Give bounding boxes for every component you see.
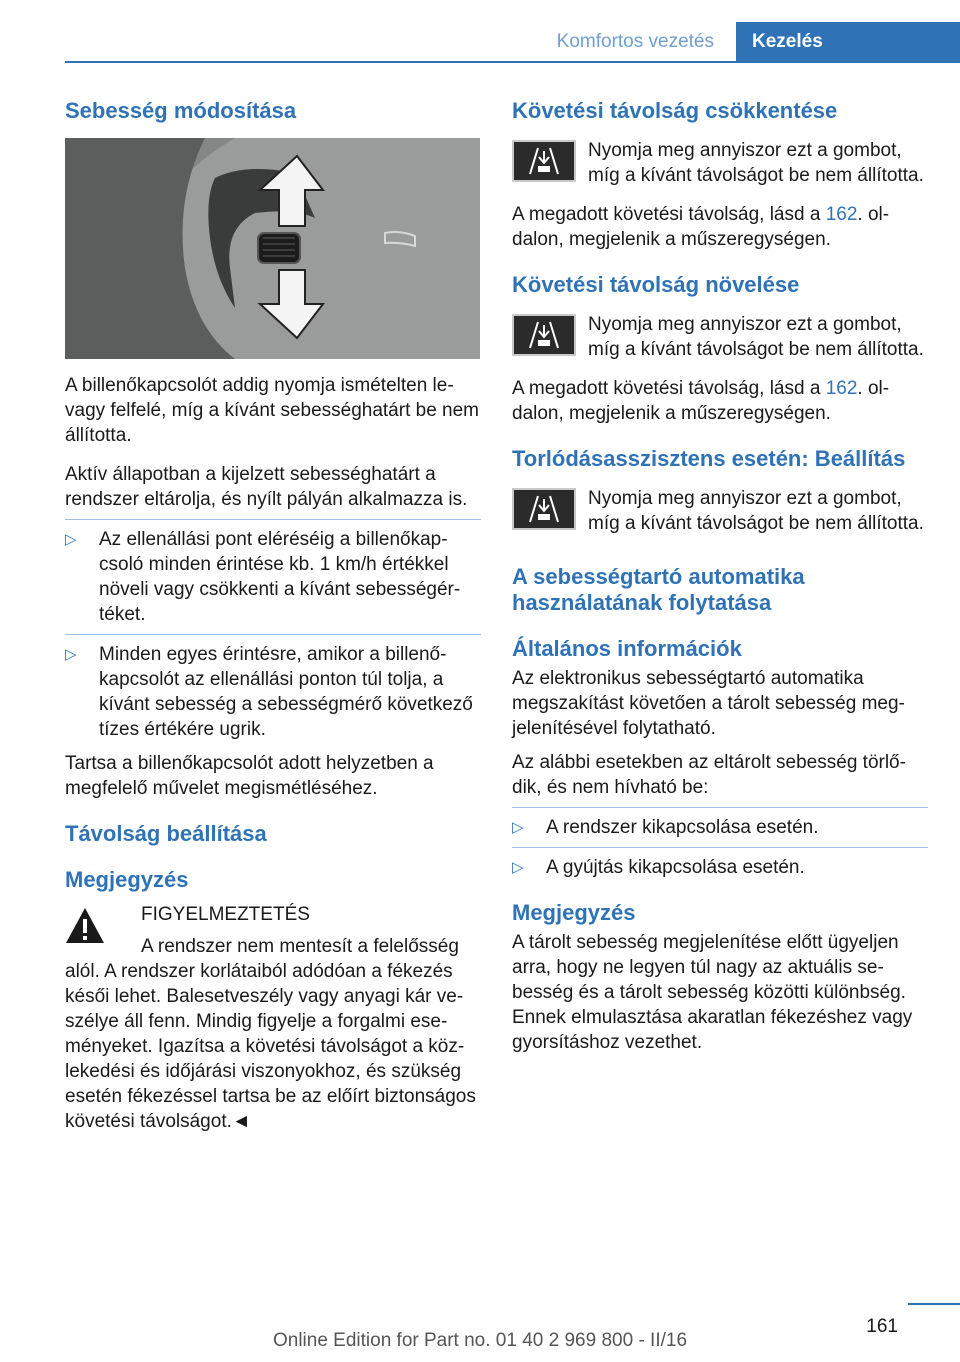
heading-traffic-jam-assistant: Torlódásasszisztens esetén: Beállítás [512,446,906,471]
triangle-bullet-icon: ▷ [512,859,524,876]
page-number: 161 [866,1316,898,1337]
jam-block [512,486,928,536]
page-link[interactable]: 162 [825,204,858,225]
footer-rule [908,1303,960,1305]
heading-note: Megjegyzés [65,867,189,892]
warning-triangle-icon [65,906,105,946]
increase-text: Nyomja meg annyiszor ezt a gombot, míg a kívánt távolságot be nem állította. [588,314,924,360]
list-item: ▷ A gyújtás kikapcsolása esetén. [512,857,805,878]
left-column [65,98,481,1134]
heading-increase-distance: Követési távolság növelése [512,272,800,297]
right-column [512,98,928,1055]
warning-title: FIGYELMEZTETÉS [141,904,310,925]
speed-paragraph-1: A billenőkapcsolót addig nyomja ismételten le- vagy felfelé, míg a kívánt sebességhatárt be nem állította. [65,375,480,446]
decrease-block [512,138,928,188]
general-paragraph-2: Az alábbi esetekben az eltárolt sebesség törlődik, és nem hívható be: [512,752,906,798]
heading-note-right: Megjegyzés [512,900,636,925]
list-item: ▷ Minden egyes érintésre, amikor a billenőkapcsolót az ellenállási ponton túl tolja, a kívánt sebesség a sebességmérő következő tízes értékére ugrik. [65,644,473,740]
heading-distance-setting: Távolság beállítása [65,821,267,846]
triangle-bullet-icon: ▷ [65,531,77,548]
bullet-separator [512,847,928,848]
note-text: A tárolt sebesség megjelenítése előtt ügyeljen arra, hogy ne legyen túl nagy az aktuális sebesség és a tárolt sebesség közötti különbség. Ennek elmulasztása akaratlan fékezéshez vagy gyorsításhoz vezethet. [512,932,913,1053]
increase-block [512,312,928,362]
speed-paragraph-2: Aktív állapotban a kijelzett sebességhatárt a rendszer eltárolja, és nyílt pályán alkalmazza is. [65,464,468,510]
steering-wheel-rocker-photo [65,138,480,359]
speed-paragraph-3: Tartsa a billenőkapcsolót adott helyzetben a megfelelő művelet megismétléséhez. [65,753,434,799]
page-link[interactable]: 162 [825,378,858,399]
triangle-bullet-icon: ▷ [512,819,524,836]
jam-text: Nyomja meg annyiszor ezt a gombot, míg a kívánt távolságot be nem állította. [588,488,924,534]
edition-footer: Online Edition for Part no. 01 40 2 969 800 - II/16 [272,1330,688,1351]
bullet-separator [65,519,481,520]
header-rule [65,61,960,63]
list-item: ▷ A rendszer kikapcsolása esetén. [512,817,819,838]
bullet-separator [512,807,928,808]
header-section-tab: Komfortos vezetés [556,30,714,52]
warning-text: A rendszer nem mentesít a felelősség alól. A rendszer korlátaiból adódóan a fékezés késői lehet. Balesetveszély vagy anyagi kár veszélye áll fenn. Mindig figyelje a forgalmi eseményeket. Igazítsa a követési távolságot a közlekedési és időjárási viszonyokhoz, és szükség esetén fékezéssel tartsa be az előírt biztonságos követési távolságot.◄ [65,936,476,1132]
triangle-bullet-icon: ▷ [65,646,77,663]
warning-block [65,902,481,1134]
heading-general-info: Általános információk [512,636,742,661]
heading-decrease-distance: Követési távolság csökkentése [512,98,838,123]
decrease-info: A megadott követési távolság, lásd a 162. oldalon, megjelenik a műszeregységen. [512,204,890,250]
header-chapter-tab: Kezelés [736,22,960,61]
general-paragraph-1: Az elektronikus sebességtartó automatika megszakítást követően a tárolt sebesség megjelenítésével folytatható. [512,668,905,739]
list-item: ▷ Az ellenállási pont eléréséig a billenőkapcsoló minden érintése kb. 1 km/h értékkel növeli vagy csökkenti a kívánt sebességértéket. [65,529,461,625]
decrease-text: Nyomja meg annyiszor ezt a gombot, míg a kívánt távolságot be nem állította. [588,140,924,186]
distance-button-icon [512,140,576,182]
distance-button-icon [512,314,576,356]
increase-info: A megadott követési távolság, lásd a 162. oldalon, megjelenik a műszeregységen. [512,378,890,424]
heading-resume-cruise-control: A sebességtartó automatika használatának folytatása [512,564,805,615]
heading-speed-change: Sebesség módosítása [65,98,297,123]
distance-button-icon [512,488,576,530]
bullet-separator [65,634,481,635]
